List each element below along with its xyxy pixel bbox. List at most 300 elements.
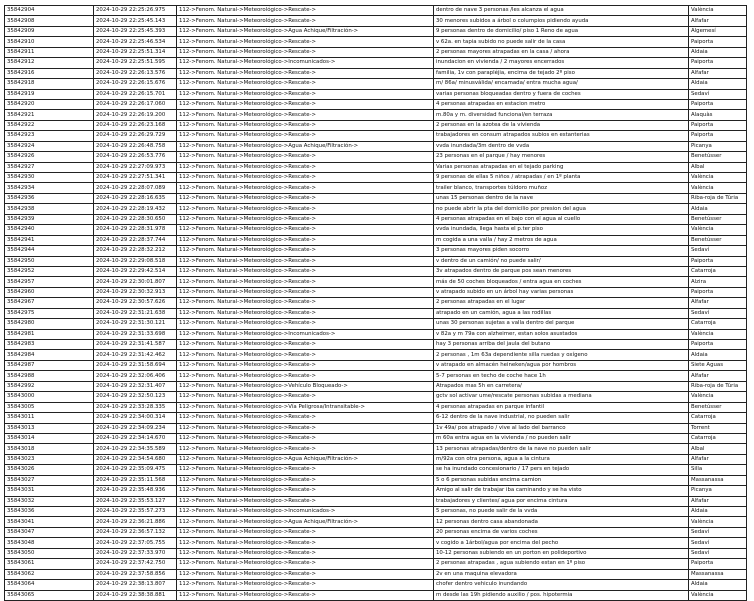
incident-id-cell: 35842944 (5, 246, 94, 256)
table-row (5, 6, 747, 16)
timestamp-cell: 2024-10-29 22:34:00.314 (94, 413, 177, 423)
municipality-cell: Catarroja (689, 433, 747, 443)
incident-id-cell: 35843064 (5, 580, 94, 590)
description-cell: 1v 49a/ pos atrapado / vive al lado del barranco (434, 423, 689, 433)
description-cell: v dentro de un camión/ no puede salir/ (434, 256, 689, 266)
municipality-cell: Massanassa (689, 569, 747, 579)
incident-id-cell: 35843062 (5, 569, 94, 579)
municipality-cell: Sedaví (689, 548, 747, 558)
incident-id-cell: 35842909 (5, 26, 94, 36)
description-cell: 2v en una maquina elevadora (434, 569, 689, 579)
table-row (5, 193, 747, 203)
table-row (5, 433, 747, 443)
category-cell: 112->Fenom. Natural->Meteorológico->Rescate-> (177, 16, 434, 26)
timestamp-cell: 2024-10-29 22:32:06.406 (94, 371, 177, 381)
category-cell: 112->Fenom. Natural->Meteorológico->Rescate-> (177, 173, 434, 183)
incident-id-cell: 35842926 (5, 152, 94, 162)
municipality-cell: Paiporta (689, 37, 747, 47)
incident-id-cell: 35842936 (5, 193, 94, 203)
incident-id-cell: 35843036 (5, 507, 94, 517)
description-cell: 6-12 dentro de la nave industrial, no pueden salir (434, 413, 689, 423)
municipality-cell: Picanya (689, 141, 747, 151)
timestamp-cell: 2024-10-29 22:26:23.168 (94, 120, 177, 130)
category-cell: 112->Fenom. Natural->Meteorológico->Rescate-> (177, 225, 434, 235)
table-row (5, 569, 747, 579)
table-row (5, 486, 747, 496)
description-cell: 13 personas atrapadas/dentro de la nave no pueden salir (434, 444, 689, 454)
description-cell: 30 menores subidos a árbol o columpios pidiendo ayuda (434, 16, 689, 26)
category-cell: 112->Fenom. Natural->Meteorológico->Rescate-> (177, 256, 434, 266)
municipality-cell: Benetússer (689, 152, 747, 162)
category-cell: 112->Fenom. Natural->Meteorológico->Rescate-> (177, 68, 434, 78)
table-row (5, 559, 747, 569)
category-cell: 112->Fenom. Natural->Meteorológico->Rescate-> (177, 162, 434, 172)
category-cell: 112->Fenom. Natural->Meteorológico->Rescate-> (177, 538, 434, 548)
incident-id-cell: 35843000 (5, 392, 94, 402)
incident-id-cell: 35843013 (5, 423, 94, 433)
timestamp-cell: 2024-10-29 22:35:57.273 (94, 507, 177, 517)
incident-id-cell: 35843041 (5, 517, 94, 527)
municipality-cell: Alzira (689, 277, 747, 287)
municipality-cell: Algemesí (689, 26, 747, 36)
incident-id-cell: 35842967 (5, 298, 94, 308)
incident-id-cell: 35842908 (5, 16, 94, 26)
description-cell: v 62a. en tapia subido no puede salir de la casa (434, 37, 689, 47)
category-cell: 112->Fenom. Natural->Meteorológico->Rescate-> (177, 47, 434, 57)
category-cell: 112->Fenom. Natural->Meteorológico->Rescate-> (177, 360, 434, 370)
table-row (5, 131, 747, 141)
category-cell: 112->Fenom. Natural->Meteorológico->Agua Achique/Filtración-> (177, 454, 434, 464)
description-cell: vvda inundada, llega hasta el p.ter piso (434, 225, 689, 235)
municipality-cell: Catarroja (689, 413, 747, 423)
municipality-cell: Silla (689, 465, 747, 475)
timestamp-cell: 2024-10-29 22:31:30.121 (94, 319, 177, 329)
timestamp-cell: 2024-10-29 22:28:07.089 (94, 183, 177, 193)
category-cell: 112->Fenom. Natural->Meteorológico->Incomunicados-> (177, 58, 434, 68)
incident-id-cell: 35842927 (5, 162, 94, 172)
table-row (5, 350, 747, 360)
timestamp-cell: 2024-10-29 22:29:42.514 (94, 266, 177, 276)
timestamp-cell: 2024-10-29 22:30:01.807 (94, 277, 177, 287)
timestamp-cell: 2024-10-29 22:32:31.407 (94, 381, 177, 391)
category-cell: 112->Fenom. Natural->Meteorológico->Rescate-> (177, 423, 434, 433)
timestamp-cell: 2024-10-29 22:31:58.694 (94, 360, 177, 370)
category-cell: 112->Fenom. Natural->Meteorológico->Rescate-> (177, 496, 434, 506)
incident-id-cell: 35842952 (5, 266, 94, 276)
municipality-cell: València (689, 225, 747, 235)
timestamp-cell: 2024-10-29 22:28:32.212 (94, 246, 177, 256)
incident-id-cell: 35842984 (5, 350, 94, 360)
timestamp-cell: 2024-10-29 22:31:41.587 (94, 340, 177, 350)
municipality-cell: Aldaia (689, 580, 747, 590)
timestamp-cell: 2024-10-29 22:35:48.936 (94, 486, 177, 496)
description-cell: gctv sol activar ume/rescate personas subidas a mediana (434, 392, 689, 402)
timestamp-cell: 2024-10-29 22:28:19.432 (94, 204, 177, 214)
timestamp-cell: 2024-10-29 22:26:15.701 (94, 89, 177, 99)
incident-id-cell: 35842960 (5, 287, 94, 297)
municipality-cell: Paiporta (689, 287, 747, 297)
description-cell: unas 30 personas sujetas a valla dentro del parque (434, 319, 689, 329)
municipality-cell: València (689, 392, 747, 402)
description-cell: 3 personas mayores piden socorro (434, 246, 689, 256)
timestamp-cell: 2024-10-29 22:33:28.335 (94, 402, 177, 412)
description-cell: 5 personas, no puede salir de la vvda (434, 507, 689, 517)
table-row (5, 298, 747, 308)
incident-id-cell: 35842992 (5, 381, 94, 391)
incident-id-cell: 35843050 (5, 548, 94, 558)
category-cell: 112->Fenom. Natural->Meteorológico->Rescate-> (177, 475, 434, 485)
municipality-cell: Sedaví (689, 538, 747, 548)
municipality-cell: Alfafar (689, 68, 747, 78)
description-cell: m.80a y m. diversidad funcional/en terraza (434, 110, 689, 120)
description-cell: trailer blanco, transportes túldoro muñoz (434, 183, 689, 193)
timestamp-cell: 2024-10-29 22:38:13.807 (94, 580, 177, 590)
description-cell: trabajadores y clientes/ agua por encima cintura (434, 496, 689, 506)
category-cell: 112->Fenom. Natural->Meteorológico->Rescate-> (177, 266, 434, 276)
municipality-cell: Sedaví (689, 308, 747, 318)
incident-id-cell: 35842912 (5, 58, 94, 68)
category-cell: 112->Fenom. Natural->Meteorológico->Rescate-> (177, 214, 434, 224)
description-cell: m desde las 19h pidiendo auxilio / pos. hipotermia (434, 590, 689, 600)
category-cell: 112->Fenom. Natural->Meteorológico->Incomunicados-> (177, 507, 434, 517)
table-row (5, 47, 747, 57)
incident-id-cell: 35842921 (5, 110, 94, 120)
timestamp-cell: 2024-10-29 22:26:15.676 (94, 79, 177, 89)
municipality-cell: Sedaví (689, 89, 747, 99)
municipality-cell: Alfafar (689, 454, 747, 464)
description-cell: vvda inundada/3m dentro de vvda (434, 141, 689, 151)
description-cell: hay 3 personas arriba del jaula del butano (434, 340, 689, 350)
category-cell: 112->Fenom. Natural->Meteorológico->Rescate-> (177, 6, 434, 16)
table-row (5, 413, 747, 423)
incident-id-cell: 35842934 (5, 183, 94, 193)
timestamp-cell: 2024-10-29 22:30:32.913 (94, 287, 177, 297)
timestamp-cell: 2024-10-29 22:37:05.755 (94, 538, 177, 548)
timestamp-cell: 2024-10-29 22:26:13.576 (94, 68, 177, 78)
timestamp-cell: 2024-10-29 22:31:33.698 (94, 329, 177, 339)
timestamp-cell: 2024-10-29 22:25:46.534 (94, 37, 177, 47)
category-cell: 112->Fenom. Natural->Meteorológico->Rescate-> (177, 287, 434, 297)
incident-id-cell: 35842980 (5, 319, 94, 329)
description-cell: 4 personas atrapadas en estacion metro (434, 99, 689, 109)
description-cell: 2 personas mayores atrapadas en la casa / ahora (434, 47, 689, 57)
description-cell: chofer dentro vehiculo inundando (434, 580, 689, 590)
timestamp-cell: 2024-10-29 22:34:35.589 (94, 444, 177, 454)
category-cell: 112->Fenom. Natural->Meteorológico->Rescate-> (177, 590, 434, 600)
incident-id-cell: 35843023 (5, 454, 94, 464)
timestamp-cell: 2024-10-29 22:25:45.393 (94, 26, 177, 36)
timestamp-cell: 2024-10-29 22:25:51.595 (94, 58, 177, 68)
timestamp-cell: 2024-10-29 22:25:51.314 (94, 47, 177, 57)
timestamp-cell: 2024-10-29 22:36:21.886 (94, 517, 177, 527)
timestamp-cell: 2024-10-29 22:31:42.462 (94, 350, 177, 360)
municipality-cell: Catarroja (689, 319, 747, 329)
description-cell: m/92a con otra persona, agua a la cintura (434, 454, 689, 464)
description-cell: 2 personas atrapadas en el lugar (434, 298, 689, 308)
timestamp-cell: 2024-10-29 22:30:57.626 (94, 298, 177, 308)
timestamp-cell: 2024-10-29 22:26:53.776 (94, 152, 177, 162)
table-row (5, 68, 747, 78)
incident-id-cell: 35842938 (5, 204, 94, 214)
municipality-cell: València (689, 6, 747, 16)
category-cell: 112->Fenom. Natural->Meteorológico->Rescate-> (177, 559, 434, 569)
description-cell: 10-12 personas subiendo en un porton en polideportivo (434, 548, 689, 558)
table-row (5, 329, 747, 339)
incident-id-cell: 35843032 (5, 496, 94, 506)
table-row (5, 173, 747, 183)
timestamp-cell: 2024-10-29 22:26:29.729 (94, 131, 177, 141)
table-row (5, 16, 747, 26)
municipality-cell: Aldaia (689, 204, 747, 214)
category-cell: 112->Fenom. Natural->Meteorológico->Rescate-> (177, 99, 434, 109)
incident-id-cell: 35842916 (5, 68, 94, 78)
description-cell: 9 personas de ellas 5 niños / atrapadas / en 1º planta (434, 173, 689, 183)
category-cell: 112->Fenom. Natural->Meteorológico->Rescate-> (177, 350, 434, 360)
category-cell: 112->Fenom. Natural->Meteorológico->Rescate-> (177, 204, 434, 214)
description-cell: 5-7 personas en techo de coche hace 1h (434, 371, 689, 381)
category-cell: 112->Fenom. Natural->Meteorológico->Rescate-> (177, 235, 434, 245)
description-cell: m cogida a una valla / hay 2 metros de agua (434, 235, 689, 245)
category-cell: 112->Fenom. Natural->Meteorológico->Rescate-> (177, 486, 434, 496)
table-row (5, 152, 747, 162)
timestamp-cell: 2024-10-29 22:28:31.978 (94, 225, 177, 235)
municipality-cell: València (689, 517, 747, 527)
incident-id-cell: 35842939 (5, 214, 94, 224)
table-row (5, 266, 747, 276)
incident-id-cell: 35843018 (5, 444, 94, 454)
incident-id-cell: 35842923 (5, 131, 94, 141)
category-cell: 112->Fenom. Natural->Meteorológico->Rescate-> (177, 89, 434, 99)
table-row (5, 235, 747, 245)
table-row (5, 548, 747, 558)
table-row (5, 214, 747, 224)
table-row (5, 79, 747, 89)
description-cell: Varias personas atrapadas en el tejado parking (434, 162, 689, 172)
category-cell: 112->Fenom. Natural->Meteorológico->Rescate-> (177, 340, 434, 350)
municipality-cell: Alaquàs (689, 110, 747, 120)
description-cell: 2 personas , 1m 63a dependiente silla ruedas y oxígeno (434, 350, 689, 360)
incident-id-cell: 35842987 (5, 360, 94, 370)
table-row (5, 402, 747, 412)
incident-id-cell: 35843047 (5, 527, 94, 537)
table-row (5, 308, 747, 318)
municipality-cell: Paiporta (689, 131, 747, 141)
description-cell: 4 personas atrapadas en el bajo con el agua al cuello (434, 214, 689, 224)
table-row (5, 538, 747, 548)
table-row (5, 162, 747, 172)
municipality-cell: València (689, 183, 747, 193)
category-cell: 112->Fenom. Natural->Meteorológico->Agua Achique/Filtración-> (177, 26, 434, 36)
timestamp-cell: 2024-10-29 22:28:37.744 (94, 235, 177, 245)
timestamp-cell: 2024-10-29 22:31:21.638 (94, 308, 177, 318)
table-row (5, 465, 747, 475)
category-cell: 112->Fenom. Natural->Meteorológico->Rescate-> (177, 298, 434, 308)
timestamp-cell: 2024-10-29 22:29:08.518 (94, 256, 177, 266)
timestamp-cell: 2024-10-29 22:26:17.060 (94, 99, 177, 109)
table-row (5, 37, 747, 47)
table-row (5, 183, 747, 193)
municipality-cell: Benetússer (689, 235, 747, 245)
municipality-cell: Alfafar (689, 496, 747, 506)
description-cell: Amigo al salir de trabajar iba caminando y se ha visto (434, 486, 689, 496)
description-cell: atrapado en un camión, agua a las rodillas (434, 308, 689, 318)
incident-id-cell: 35843026 (5, 465, 94, 475)
timestamp-cell: 2024-10-29 22:34:54.680 (94, 454, 177, 464)
table-row (5, 423, 747, 433)
table-row (5, 527, 747, 537)
table-row (5, 319, 747, 329)
category-cell: 112->Fenom. Natural->Meteorológico->Rescate-> (177, 152, 434, 162)
table-row (5, 256, 747, 266)
incident-id-cell: 35842983 (5, 340, 94, 350)
municipality-cell: Riba-roja de Túria (689, 381, 747, 391)
municipality-cell: Sedaví (689, 527, 747, 537)
category-cell: 112->Fenom. Natural->Meteorológico->Vía Peligrosa/Intransitable-> (177, 402, 434, 412)
municipality-cell: Alfafar (689, 371, 747, 381)
table-row (5, 204, 747, 214)
incident-id-cell: 35843011 (5, 413, 94, 423)
timestamp-cell: 2024-10-29 22:26:19.200 (94, 110, 177, 120)
table-row (5, 58, 747, 68)
table-row (5, 225, 747, 235)
timestamp-cell: 2024-10-29 22:28:16.635 (94, 193, 177, 203)
incident-id-cell: 35842904 (5, 6, 94, 16)
incident-id-cell: 35843005 (5, 402, 94, 412)
category-cell: 112->Fenom. Natural->Meteorológico->Vehículo Bloqueado-> (177, 381, 434, 391)
timestamp-cell: 2024-10-29 22:35:11.568 (94, 475, 177, 485)
municipality-cell: Torrent (689, 423, 747, 433)
incident-id-cell: 35842911 (5, 47, 94, 57)
description-cell: unas 15 personas dentro de la nave (434, 193, 689, 203)
municipality-cell: Albal (689, 162, 747, 172)
timestamp-cell: 2024-10-29 22:37:42.750 (94, 559, 177, 569)
description-cell: 20 personas encima de varios coches (434, 527, 689, 537)
incident-id-cell: 35842950 (5, 256, 94, 266)
table-row (5, 360, 747, 370)
category-cell: 112->Fenom. Natural->Meteorológico->Rescate-> (177, 580, 434, 590)
incident-table (4, 5, 747, 601)
timestamp-cell: 2024-10-29 22:32:50.123 (94, 392, 177, 402)
timestamp-cell: 2024-10-29 22:25:45.143 (94, 16, 177, 26)
category-cell: 112->Fenom. Natural->Meteorológico->Rescate-> (177, 371, 434, 381)
incident-id-cell: 35843031 (5, 486, 94, 496)
incident-id-cell: 35842919 (5, 89, 94, 99)
description-cell: 9 personas dentro de domicilio/ piso 1 Reno de agua (434, 26, 689, 36)
description-cell: m/ 86a/ minusválida/ encamada/ entra mucha agua/ (434, 79, 689, 89)
timestamp-cell: 2024-10-29 22:28:30.650 (94, 214, 177, 224)
incident-id-cell: 35842957 (5, 277, 94, 287)
municipality-cell: Picanya (689, 486, 747, 496)
timestamp-cell: 2024-10-29 22:25:26.975 (94, 6, 177, 16)
timestamp-cell: 2024-10-29 22:38:38.881 (94, 590, 177, 600)
incident-id-cell: 35842975 (5, 308, 94, 318)
municipality-cell: Paiporta (689, 559, 747, 569)
incident-id-cell: 35842922 (5, 120, 94, 130)
municipality-cell: València (689, 173, 747, 183)
description-cell: 5 o 6 personas subidas encima camion (434, 475, 689, 485)
table-row (5, 110, 747, 120)
timestamp-cell: 2024-10-29 22:34:09.234 (94, 423, 177, 433)
table-row (5, 517, 747, 527)
description-cell: 2 personas en la azotea de la vivienda (434, 120, 689, 130)
table-row (5, 475, 747, 485)
table-row (5, 120, 747, 130)
table-row (5, 141, 747, 151)
table-row (5, 89, 747, 99)
description-cell: v atrapado en almacén heineken/agua por hombros (434, 360, 689, 370)
category-cell: 112->Fenom. Natural->Meteorológico->Rescate-> (177, 79, 434, 89)
table-row (5, 277, 747, 287)
table-row (5, 26, 747, 36)
category-cell: 112->Fenom. Natural->Meteorológico->Rescate-> (177, 548, 434, 558)
category-cell: 112->Fenom. Natural->Meteorológico->Rescate-> (177, 569, 434, 579)
category-cell: 112->Fenom. Natural->Meteorológico->Rescate-> (177, 110, 434, 120)
incident-id-cell: 35842981 (5, 329, 94, 339)
category-cell: 112->Fenom. Natural->Meteorológico->Rescate-> (177, 319, 434, 329)
description-cell: v atrapado subido en un árbol hay varias personas (434, 287, 689, 297)
category-cell: 112->Fenom. Natural->Meteorológico->Rescate-> (177, 183, 434, 193)
municipality-cell: Paiporta (689, 340, 747, 350)
category-cell: 112->Fenom. Natural->Meteorológico->Rescate-> (177, 392, 434, 402)
municipality-cell: Paiporta (689, 120, 747, 130)
description-cell: 3v atrapados dentro de parque pos sean menores (434, 266, 689, 276)
description-cell: familia, 1v con parapléjia, encima de tejado 2º piso (434, 68, 689, 78)
description-cell: dentro de nave 3 personas /les alcanza el agua (434, 6, 689, 16)
incident-id-cell: 35842918 (5, 79, 94, 89)
table-row (5, 246, 747, 256)
description-cell: 4 personas atrapadas en parque infantil (434, 402, 689, 412)
timestamp-cell: 2024-10-29 22:27:51.341 (94, 173, 177, 183)
category-cell: 112->Fenom. Natural->Meteorológico->Rescate-> (177, 277, 434, 287)
description-cell: se ha inundado concesionario / 17 pers en tejado (434, 465, 689, 475)
category-cell: 112->Fenom. Natural->Meteorológico->Agua Achique/Filtración-> (177, 141, 434, 151)
description-cell: 12 personas dentro casa abandonada (434, 517, 689, 527)
municipality-cell: Alfafar (689, 16, 747, 26)
incident-id-cell: 35843027 (5, 475, 94, 485)
incident-id-cell: 35842940 (5, 225, 94, 235)
incident-table-body (5, 6, 747, 601)
table-row (5, 507, 747, 517)
municipality-cell: Albal (689, 444, 747, 454)
table-row (5, 496, 747, 506)
municipality-cell: València (689, 329, 747, 339)
incident-id-cell: 35842988 (5, 371, 94, 381)
category-cell: 112->Fenom. Natural->Meteorológico->Rescate-> (177, 120, 434, 130)
category-cell: 112->Fenom. Natural->Meteorológico->Rescate-> (177, 465, 434, 475)
category-cell: 112->Fenom. Natural->Meteorológico->Agua Achique/Filtración-> (177, 517, 434, 527)
municipality-cell: Benetússer (689, 214, 747, 224)
municipality-cell: València (689, 590, 747, 600)
category-cell: 112->Fenom. Natural->Meteorológico->Rescate-> (177, 527, 434, 537)
incident-id-cell: 35843048 (5, 538, 94, 548)
municipality-cell: Alfafar (689, 298, 747, 308)
category-cell: 112->Fenom. Natural->Meteorológico->Incomunicados-> (177, 329, 434, 339)
incident-id-cell: 35842924 (5, 141, 94, 151)
table-row (5, 392, 747, 402)
municipality-cell: Sedaví (689, 246, 747, 256)
description-cell: v 82a y m 79a con alzheimer, estan solos asustados (434, 329, 689, 339)
timestamp-cell: 2024-10-29 22:34:14.670 (94, 433, 177, 443)
table-row (5, 444, 747, 454)
description-cell: más de 50 coches bloqueados / entra agua en coches (434, 277, 689, 287)
description-cell: 2 personas atrapadas , agua subiendo estan en 1º piso (434, 559, 689, 569)
table-row (5, 454, 747, 464)
municipality-cell: Paiporta (689, 99, 747, 109)
timestamp-cell: 2024-10-29 22:37:58.856 (94, 569, 177, 579)
incident-id-cell: 35843014 (5, 433, 94, 443)
timestamp-cell: 2024-10-29 22:35:09.475 (94, 465, 177, 475)
category-cell: 112->Fenom. Natural->Meteorológico->Rescate-> (177, 413, 434, 423)
